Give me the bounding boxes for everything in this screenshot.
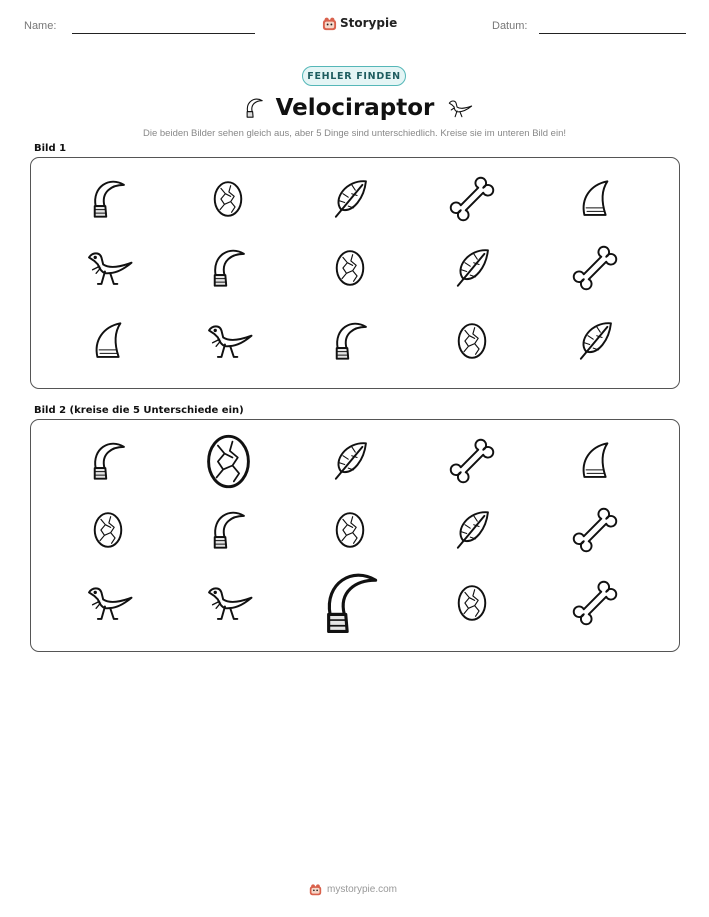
grid-cell[interactable] bbox=[198, 575, 258, 631]
grid-cell[interactable] bbox=[320, 502, 380, 558]
title-row bbox=[240, 90, 476, 126]
claw-icon bbox=[205, 507, 251, 553]
velociraptor-icon bbox=[442, 94, 476, 122]
feather-icon bbox=[449, 507, 495, 553]
bone-icon bbox=[572, 507, 618, 553]
egg-icon bbox=[327, 245, 373, 291]
activity-badge: FEHLER FINDEN bbox=[302, 66, 406, 86]
grid-cell bbox=[442, 171, 502, 227]
bone-icon bbox=[572, 580, 618, 626]
grid-cell[interactable] bbox=[78, 502, 138, 558]
tooth-icon bbox=[572, 176, 618, 222]
grid-cell bbox=[320, 313, 380, 369]
picture1-label: Bild 1 bbox=[34, 143, 67, 154]
egg-icon bbox=[194, 427, 263, 496]
storypie-logo-icon bbox=[309, 883, 322, 896]
grid-cell[interactable] bbox=[442, 502, 502, 558]
feather-icon bbox=[327, 438, 373, 484]
date-line[interactable] bbox=[539, 33, 686, 34]
bone-icon bbox=[449, 176, 495, 222]
tooth-icon bbox=[85, 318, 131, 364]
grid-cell bbox=[78, 171, 138, 227]
grid-cell[interactable] bbox=[320, 575, 380, 631]
grid-cell[interactable] bbox=[78, 433, 138, 489]
grid-cell bbox=[78, 240, 138, 296]
feather-icon bbox=[327, 176, 373, 222]
grid-cell bbox=[320, 240, 380, 296]
brand bbox=[322, 12, 397, 34]
grid-cell bbox=[198, 240, 258, 296]
claw-icon bbox=[327, 318, 373, 364]
footer-url[interactable]: mystorypie.com bbox=[327, 883, 398, 895]
page-title: Velociraptor bbox=[275, 95, 435, 121]
grid-cell[interactable] bbox=[198, 433, 258, 489]
grid-cell[interactable] bbox=[320, 433, 380, 489]
egg-icon bbox=[449, 580, 495, 626]
feather-icon bbox=[572, 318, 618, 364]
footer bbox=[309, 880, 397, 898]
grid-cell bbox=[442, 313, 502, 369]
tooth-icon bbox=[572, 438, 618, 484]
storypie-logo-icon bbox=[322, 16, 337, 31]
grid-cell bbox=[320, 171, 380, 227]
claw-icon bbox=[240, 94, 268, 122]
egg-icon bbox=[205, 176, 251, 222]
claw-icon bbox=[205, 245, 251, 291]
grid-cell bbox=[565, 171, 625, 227]
grid-cell bbox=[198, 313, 258, 369]
brand-name: Storypie bbox=[340, 16, 398, 30]
velociraptor-icon bbox=[202, 580, 255, 626]
picture2-label: Bild 2 (kreise die 5 Unterschiede ein) bbox=[34, 405, 244, 416]
velociraptor-icon bbox=[82, 245, 135, 291]
velociraptor-icon bbox=[82, 580, 135, 626]
grid-cell[interactable] bbox=[78, 575, 138, 631]
egg-icon bbox=[449, 318, 495, 364]
grid-cell bbox=[78, 313, 138, 369]
grid-cell[interactable] bbox=[565, 575, 625, 631]
grid-cell[interactable] bbox=[565, 433, 625, 489]
egg-icon bbox=[85, 507, 131, 553]
grid-cell[interactable] bbox=[565, 502, 625, 558]
name-line[interactable] bbox=[72, 33, 255, 34]
picture1-panel bbox=[30, 157, 680, 389]
name-label: Name: bbox=[24, 20, 57, 32]
picture2-panel[interactable] bbox=[30, 419, 680, 652]
grid-cell[interactable] bbox=[442, 433, 502, 489]
date-label: Datum: bbox=[492, 20, 528, 32]
grid-cell[interactable] bbox=[198, 502, 258, 558]
grid-cell bbox=[442, 240, 502, 296]
grid-cell bbox=[565, 313, 625, 369]
grid-cell[interactable] bbox=[442, 575, 502, 631]
velociraptor-icon bbox=[202, 318, 255, 364]
grid-cell bbox=[198, 171, 258, 227]
instructions: Die beiden Bilder sehen gleich aus, aber 5 Dinge sind unterschiedlich. Kreise sie im unteren Bild ein! bbox=[143, 128, 566, 139]
claw-icon bbox=[85, 438, 131, 484]
grid-cell bbox=[565, 240, 625, 296]
claw-icon bbox=[85, 176, 131, 222]
egg-icon bbox=[327, 507, 373, 553]
bone-icon bbox=[449, 438, 495, 484]
bone-icon bbox=[572, 245, 618, 291]
claw-icon bbox=[313, 566, 387, 640]
feather-icon bbox=[449, 245, 495, 291]
